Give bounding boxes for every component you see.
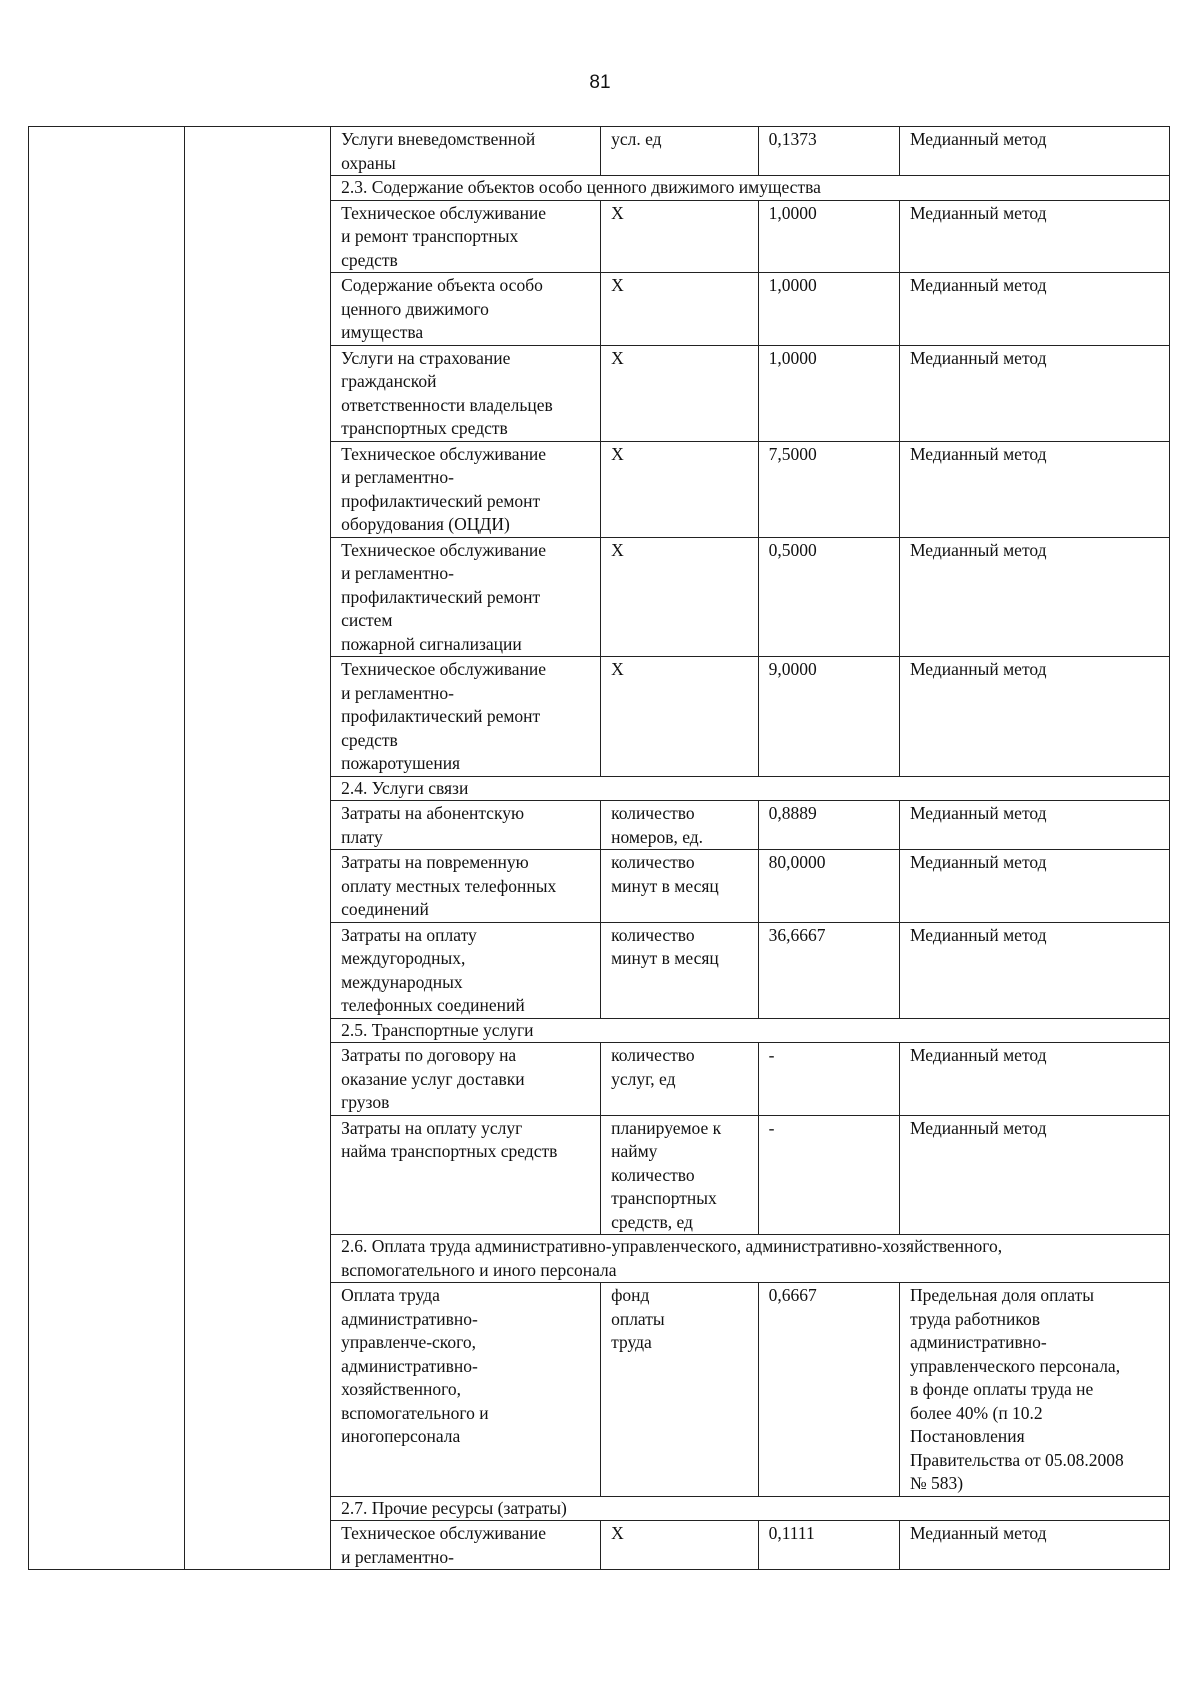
cost-item-name: Техническое обслуживание и ремонт транспортных средств (331, 200, 601, 273)
page-number: 81 (589, 72, 611, 93)
norm-value: 0,5000 (758, 537, 899, 657)
norm-value: - (758, 1115, 899, 1235)
calculation-method: Медианный метод (899, 1521, 1169, 1570)
cost-item-name: Затраты на оплату междугородных, международных телефонных соединений (331, 922, 601, 1018)
unit-of-measure: фонд оплаты труда (601, 1283, 758, 1497)
norm-value: 0,8889 (758, 801, 899, 850)
calculation-method: Медианный метод (899, 441, 1169, 537)
section-title: 2.3. Содержание объектов особо ценного движимого имущества (331, 176, 1170, 201)
cost-item-name: Затраты на повременную оплату местных телефонных соединений (331, 850, 601, 923)
calculation-method: Медианный метод (899, 1115, 1169, 1235)
cost-item-name: Услуги на страхование гражданской ответственности владельцев транспортных средств (331, 345, 601, 441)
norm-value: 80,0000 (758, 850, 899, 923)
cost-item-name: Содержание объекта особо ценного движимого имущества (331, 273, 601, 346)
calculation-method: Медианный метод (899, 200, 1169, 273)
calculation-method: Медианный метод (899, 537, 1169, 657)
norm-value: 1,0000 (758, 345, 899, 441)
norm-value: 0,6667 (758, 1283, 899, 1497)
unit-of-measure: Х (601, 441, 758, 537)
cost-norms-table (28, 126, 1170, 1570)
calculation-method: Медианный метод (899, 657, 1169, 777)
cost-item-name: Услуги вневедомственной охраны (331, 127, 601, 176)
norm-value: 36,6667 (758, 922, 899, 1018)
calculation-method: Медианный метод (899, 850, 1169, 923)
calculation-method: Медианный метод (899, 273, 1169, 346)
unit-of-measure: Х (601, 1521, 758, 1570)
cost-item-name: Техническое обслуживание и регламентно- профилактический ремонт средств пожаротушения (331, 657, 601, 777)
calculation-method: Медианный метод (899, 801, 1169, 850)
section-title: 2.6. Оплата труда административно-управленческого, административно-хозяйственного, вспомогательного и иного персонала (331, 1235, 1170, 1283)
unit-of-measure: Х (601, 200, 758, 273)
unit-of-measure: планируемое к найму количество транспортных средств, ед (601, 1115, 758, 1235)
calculation-method: Медианный метод (899, 922, 1169, 1018)
norm-value: 1,0000 (758, 273, 899, 346)
calculation-method: Предельная доля оплаты труда работников административно- управленческого персонала, в фонде оплаты труда не более 40% (п 10.2 Постановления Правительства от 05.08.2008 № 583) (899, 1283, 1169, 1497)
table-row (29, 127, 1170, 176)
norm-value: 1,0000 (758, 200, 899, 273)
unit-of-measure: количество услуг, ед (601, 1043, 758, 1116)
unit-of-measure: усл. ед (601, 127, 758, 176)
cost-item-name: Техническое обслуживание и регламентно- (331, 1521, 601, 1570)
unit-of-measure: Х (601, 657, 758, 777)
unit-of-measure: количество номеров, ед. (601, 801, 758, 850)
norm-value: 9,0000 (758, 657, 899, 777)
norm-value: - (758, 1043, 899, 1116)
section-title: 2.7. Прочие ресурсы (затраты) (331, 1496, 1170, 1521)
unit-of-measure: Х (601, 345, 758, 441)
cost-item-name: Техническое обслуживание и регламентно- профилактический ремонт оборудования (ОЦДИ) (331, 441, 601, 537)
norm-value: 0,1111 (758, 1521, 899, 1570)
cost-item-name: Оплата труда административно- управленче-ского, административно- хозяйственного, вспомогательного и иногоперсонала (331, 1283, 601, 1497)
unit-of-measure: Х (601, 537, 758, 657)
cost-item-name: Затраты по договору на оказание услуг доставки грузов (331, 1043, 601, 1116)
calculation-method: Медианный метод (899, 127, 1169, 176)
empty-column-1 (29, 127, 185, 1570)
calculation-method: Медианный метод (899, 1043, 1169, 1116)
norm-value: 0,1373 (758, 127, 899, 176)
section-title: 2.5. Транспортные услуги (331, 1018, 1170, 1043)
cost-item-name: Затраты на абонентскую плату (331, 801, 601, 850)
unit-of-measure: количество минут в месяц (601, 922, 758, 1018)
empty-column-2 (185, 127, 331, 1570)
norm-value: 7,5000 (758, 441, 899, 537)
cost-item-name: Затраты на оплату услуг найма транспортных средств (331, 1115, 601, 1235)
unit-of-measure: Х (601, 273, 758, 346)
cost-item-name: Техническое обслуживание и регламентно- профилактический ремонт систем пожарной сигнализации (331, 537, 601, 657)
unit-of-measure: количество минут в месяц (601, 850, 758, 923)
calculation-method: Медианный метод (899, 345, 1169, 441)
section-title: 2.4. Услуги связи (331, 776, 1170, 801)
